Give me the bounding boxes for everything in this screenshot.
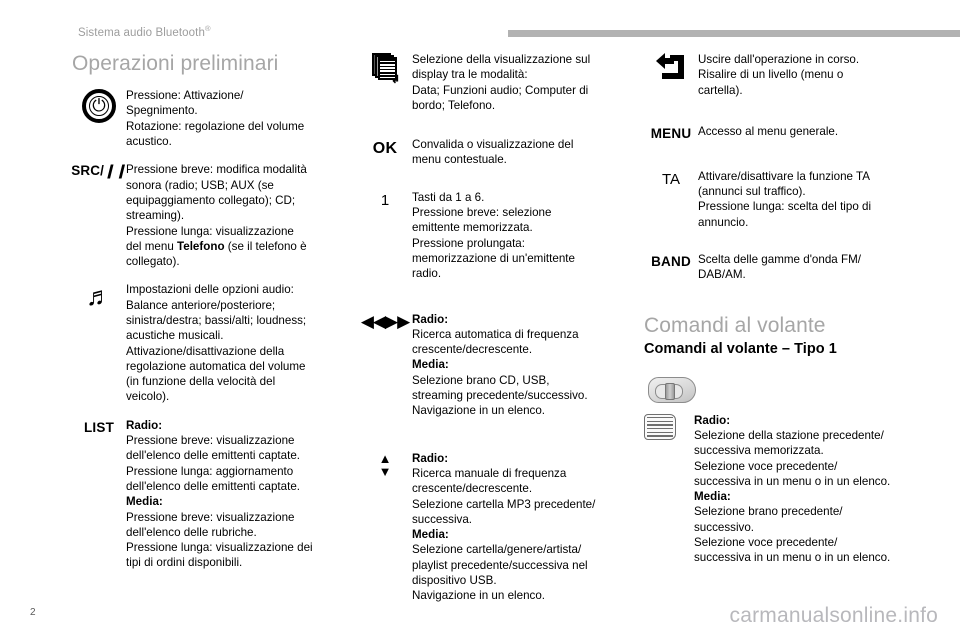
ok-button-icon[interactable]: OK <box>372 140 398 158</box>
display-pages-icon[interactable] <box>372 53 401 86</box>
page-number: 2 <box>30 607 36 618</box>
text-line-bold <box>412 451 640 466</box>
text-bold-segment: Telefono <box>177 239 225 253</box>
text-line-bold <box>126 418 354 433</box>
entry-ta-button <box>644 169 926 230</box>
text-line: Accesso al menu generale. <box>698 124 839 138</box>
entry-icon-cell <box>644 413 694 440</box>
entry-text <box>412 451 640 604</box>
text-line: Pressione breve: selezione <box>412 206 552 220</box>
text-line: Balance anteriore/posteriore; <box>126 298 276 312</box>
text-line: acustiche musicali. <box>126 329 224 343</box>
media-label: Media: <box>412 358 449 372</box>
text-line: acustico. <box>126 135 172 149</box>
text-line: DAB/AM. <box>698 268 746 282</box>
column-two <box>358 52 640 617</box>
entry-icon-cell <box>72 88 126 123</box>
entry-list-button <box>72 418 354 571</box>
entry-audio-settings <box>72 282 354 404</box>
text-line: playlist precedente/successiva nel <box>412 558 588 572</box>
entry-text <box>698 124 926 139</box>
text-line: crescente/decrescente. <box>412 482 533 496</box>
text-line: (annunci sul traffico). <box>698 185 806 198</box>
text-line: bordo; Telefono. <box>412 98 496 112</box>
back-return-icon[interactable] <box>656 53 686 81</box>
music-note-icon[interactable]: ♬ <box>86 281 112 312</box>
entry-icon-cell <box>358 312 412 330</box>
header-title-text: Sistema audio Bluetooth <box>78 26 205 39</box>
text-line: Selezione cartella/genere/artista/ <box>412 543 582 557</box>
text-line: sinistra/destra; bassi/alti; loudness; <box>126 314 307 327</box>
column-one <box>72 52 354 584</box>
entry-text <box>694 413 926 566</box>
header-title <box>78 24 211 39</box>
seek-prev-next-icon[interactable]: ◀◀▶▶ <box>360 311 410 331</box>
up-down-arrows-icon[interactable] <box>379 452 392 479</box>
src-source-icon[interactable] <box>71 163 127 179</box>
text-line-mixed <box>126 239 354 254</box>
text-line: Rotazione: regolazione del volume <box>126 119 305 133</box>
entry-text <box>126 282 354 404</box>
steering-wheel-roller-icon[interactable] <box>644 414 676 440</box>
text-line: Spegnimento. <box>126 104 198 118</box>
entry-power-knob <box>72 88 354 149</box>
text-line: Attivare/disattivare la funzione TA <box>698 169 870 183</box>
text-line: Navigazione in un elenco. <box>412 404 546 418</box>
entry-steering-roller <box>644 413 926 566</box>
entry-text <box>698 52 926 98</box>
radio-label: Radio: <box>126 418 163 432</box>
text-line: Selezione cartella MP3 precedente/ <box>412 497 596 511</box>
text-line: Pressione breve: modifica modalità <box>126 163 307 177</box>
text-line: Ricerca manuale di frequenza <box>412 466 567 480</box>
text-line: Selezione della visualizzazione sul <box>412 53 591 66</box>
curved-arrow-icon: ↲ <box>391 74 401 86</box>
text-line: Pressione lunga: visualizzazione <box>126 224 294 238</box>
entry-text <box>698 252 926 283</box>
text-line: dell'elenco delle emittenti captate. <box>126 449 301 463</box>
entry-text <box>412 312 640 419</box>
entry-menu-button <box>644 124 926 143</box>
entry-src-button <box>72 162 354 269</box>
entry-text <box>412 190 640 282</box>
registered-trademark-icon: ® <box>204 24 211 33</box>
text-line: annuncio. <box>698 215 749 229</box>
text-line: Pressione: Attivazione/ <box>126 89 244 103</box>
media-label: Media: <box>412 528 449 542</box>
text-line: successiva in un menu o in un elenco. <box>694 474 891 488</box>
return-arrow-head <box>656 53 665 69</box>
text-line-bold <box>412 527 640 542</box>
entry-back-button <box>644 52 926 98</box>
text-line: Pressione lunga: scelta del tipo di <box>698 200 872 214</box>
entry-preset-buttons <box>358 190 640 282</box>
text-line: Uscire dall'operazione in corso. <box>698 53 860 66</box>
entry-icon-cell <box>72 281 126 312</box>
entry-ok-button <box>358 137 640 168</box>
steering-wheel-illustration-wrap <box>648 377 926 403</box>
text-line: successiva. <box>412 512 473 526</box>
text-line: streaming). <box>126 209 185 223</box>
text-line: successiva memorizzata. <box>694 444 824 458</box>
text-line: Scelta delle gamme d'onda FM/ <box>698 252 861 266</box>
text-line: dispositivo USB. <box>412 574 497 588</box>
text-segment-tail: (se il telefono è <box>224 239 307 253</box>
text-line: cartella). <box>698 83 743 97</box>
menu-button-icon[interactable]: MENU <box>650 125 692 141</box>
band-button-icon[interactable]: BAND <box>651 253 691 269</box>
text-line: dell'elenco delle emittenti captate. <box>126 479 301 493</box>
up-arrow-icon[interactable]: ▲ <box>378 450 392 466</box>
power-glyph: ⏻ <box>92 95 106 115</box>
text-line: display tra le modalità: <box>412 68 528 82</box>
text-line: Selezione della stazione precedente/ <box>694 428 884 442</box>
text-line: collegato). <box>126 255 180 269</box>
text-line-bold <box>694 489 926 504</box>
text-line: Pressione prolungata: <box>412 236 525 250</box>
list-button-icon[interactable]: LIST <box>83 419 115 435</box>
entry-icon-cell <box>358 52 412 86</box>
media-label: Media: <box>694 490 731 504</box>
entry-text <box>412 137 640 168</box>
text-line: Pressione breve: visualizzazione <box>126 434 295 448</box>
text-line: successiva in un menu o in un elenco. <box>694 551 891 565</box>
text-line: Risalire di un livello (menu o <box>698 68 844 82</box>
page-header <box>0 0 960 46</box>
entry-text <box>412 52 640 113</box>
src-label: SRC <box>71 163 101 179</box>
entry-icon-cell <box>72 162 126 179</box>
text-line: Data; Funzioni audio; Computer di <box>412 83 589 97</box>
pause-bars-icon: ❙❙ <box>103 163 127 179</box>
preset-one-button-icon[interactable]: 1 <box>380 191 390 209</box>
text-line: (in funzione della velocità del <box>126 375 276 389</box>
text-line: menu contestuale. <box>412 153 507 167</box>
radio-label: Radio: <box>694 413 731 427</box>
text-line: Selezione brano CD, USB, <box>412 373 550 387</box>
entry-text <box>126 88 354 149</box>
steering-controls-subtitle: Comandi al volante – Tipo 1 <box>644 340 837 357</box>
header-rule <box>508 30 960 37</box>
slash-glyph: / <box>100 163 104 179</box>
entry-display-mode <box>358 52 640 113</box>
text-line: emittente memorizzata. <box>412 221 533 235</box>
text-segment: del menu <box>126 239 178 253</box>
entry-updown-buttons <box>358 451 640 604</box>
entry-text <box>126 418 354 571</box>
text-line: sonora (radio; USB; AUX (se <box>126 178 274 192</box>
entry-text <box>126 162 354 269</box>
page-title: Operazioni preliminari <box>72 52 279 75</box>
text-line: successivo. <box>694 520 755 534</box>
text-line: tipi di ordini disponibili. <box>126 556 243 570</box>
text-line: Impostazioni delle opzioni audio: <box>126 283 294 297</box>
ta-button-icon[interactable]: TA <box>661 170 681 188</box>
radio-label: Radio: <box>412 312 449 326</box>
text-line: Attivazione/disattivazione della <box>126 344 285 358</box>
text-line: Selezione voce precedente/ <box>694 459 838 473</box>
text-line: streaming precedente/successivo. <box>412 389 588 403</box>
entry-icon-cell <box>358 451 412 479</box>
column-three <box>644 52 926 579</box>
text-line: Pressione breve: visualizzazione <box>126 510 295 524</box>
text-line: Ricerca automatica di frequenza <box>412 327 579 341</box>
watermark: carmanualsonline.info <box>729 604 938 627</box>
media-label: Media: <box>126 495 163 509</box>
text-line: equipaggiamento collegato); CD; <box>126 193 296 207</box>
text-line-bold <box>412 312 640 327</box>
steering-wheel-control-icon <box>648 377 696 403</box>
text-line: dell'elenco delle rubriche. <box>126 525 257 539</box>
entry-band-button <box>644 252 926 283</box>
power-button-icon[interactable] <box>82 89 116 123</box>
text-line: regolazione automatica del volume <box>126 359 306 373</box>
text-line-bold <box>694 413 926 428</box>
text-line: crescente/decrescente. <box>412 343 533 357</box>
text-line: Navigazione in un elenco. <box>412 589 546 603</box>
radio-label: Radio: <box>412 451 449 465</box>
return-arrow-stem <box>664 58 674 64</box>
down-arrow-icon[interactable]: ▼ <box>378 464 392 480</box>
text-line-bold <box>126 494 354 509</box>
text-line: Tasti da 1 a 6. <box>412 190 485 204</box>
entry-seek-buttons <box>358 312 640 419</box>
text-line: memorizzazione di un'emittente <box>412 251 575 265</box>
text-line-bold <box>412 357 640 372</box>
text-line: Selezione brano precedente/ <box>694 505 843 519</box>
text-line: veicolo). <box>126 390 170 404</box>
text-line: radio. <box>412 267 442 281</box>
text-line: Pressione lunga: visualizzazione dei <box>126 541 313 555</box>
entry-text <box>698 169 926 230</box>
entry-icon-cell <box>644 52 698 81</box>
text-line: Pressione lunga: aggiornamento <box>126 464 294 478</box>
text-line: Convalida o visualizzazione del <box>412 138 574 152</box>
text-line: Selezione voce precedente/ <box>694 536 838 549</box>
steering-controls-title: Comandi al volante <box>644 314 826 338</box>
